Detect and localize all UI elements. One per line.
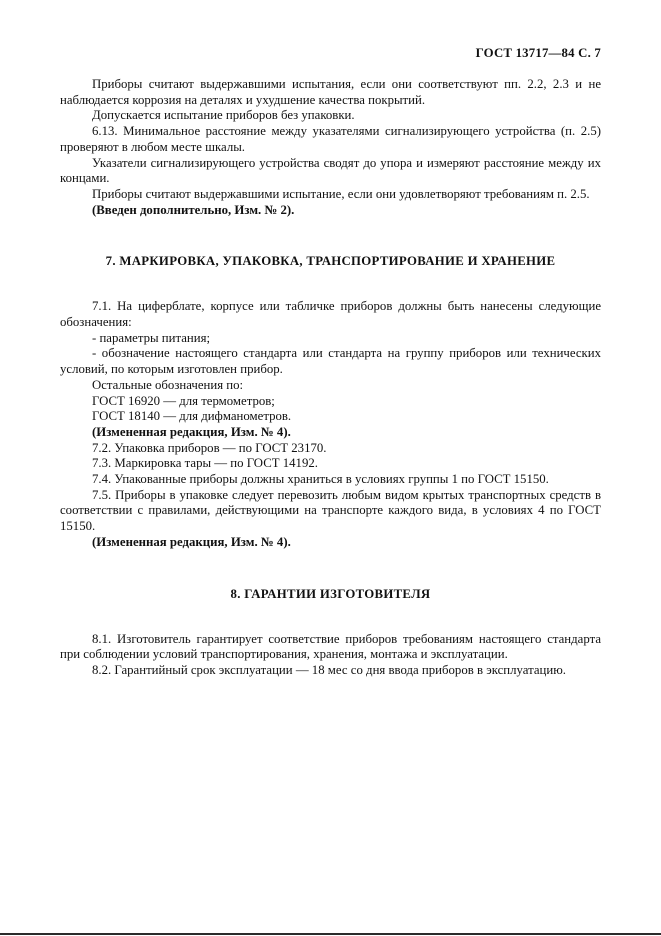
section-8-heading: 8. ГАРАНТИИ ИЗГОТОВИТЕЛЯ — [230, 586, 431, 601]
para-other-designations: Остальные обозначения по: — [92, 377, 244, 392]
amendment-note-izm-4-b: (Измененная редакция, Изм. № 4). — [92, 534, 291, 549]
para-7-3: 7.3. Маркировка тары — по ГОСТ 14192. — [92, 456, 318, 471]
para-7-1: 7.1. На циферблате, корпусе или табличке приборов должны быть нанесены следующие обозначения: — [60, 299, 601, 330]
para-8-2: 8.2. Гарантийный срок эксплуатации — 18 мес со дня ввода приборов в эксплуатацию. — [92, 662, 566, 677]
para-indicators-distance: Указатели сигнализирующего устройства сводят до упора и измеряют расстояние между их концами. — [60, 155, 601, 186]
para-gost-18140: ГОСТ 18140 — для дифманометров. — [92, 409, 292, 424]
para-test-pass-condition: Приборы считают выдержавшими испытания, если они соответствуют пп. 2.2, 2.3 и не наблюдается коррозия на деталях и ухудшение качества покрытий. — [60, 77, 601, 107]
para-8-1: 8.1. Изготовитель гарантирует соответствие приборов требованиям настоящего стандарта при соблюдении условий транспортирования, хранения, монтажа и эксплуатации. — [60, 631, 601, 662]
para-7-2: 7.2. Упаковка приборов — по ГОСТ 23170. — [92, 440, 327, 455]
para-no-packaging: Допускается испытание приборов без упаковки. — [92, 108, 355, 123]
scan-page-bottom-edge — [0, 933, 661, 935]
para-6-13: 6.13. Минимальное расстояние между указателями сигнализирующего устройства (п. 2.5) проверяют в любом месте шкалы. — [60, 124, 601, 154]
amendment-note-izm-4-a: (Измененная редакция, Изм. № 4). — [92, 424, 291, 439]
para-7-4: 7.4. Упакованные приборы должны храниться в условиях группы 1 по ГОСТ 15150. — [92, 472, 549, 487]
list-item-standard-designation: - обозначение настоящего стандарта или стандарта на группу приборов или технических условий, по которым изготовлен прибор. — [60, 346, 601, 377]
page-header: ГОСТ 13717—84 С. 7 — [475, 46, 601, 60]
amendment-note-izm-2: (Введен дополнительно, Изм. № 2). — [92, 202, 295, 217]
para-pass-requirement: Приборы считают выдержавшими испытание, если они удовлетворяют требованиям п. 2.5. — [92, 186, 590, 201]
section-7-heading: 7. МАРКИРОВКА, УПАКОВКА, ТРАНСПОРТИРОВАНИЕ И ХРАНЕНИЕ — [105, 254, 556, 269]
para-gost-16920: ГОСТ 16920 — для термометров; — [92, 393, 275, 408]
para-7-5: 7.5. Приборы в упаковке следует перевозить любым видом крытых транспортных средств в соответствии с правилами, действующими на транспорте каждого вида, в условиях 4 по ГОСТ 15150. — [60, 487, 601, 534]
list-item-power-params: - параметры питания; — [92, 330, 211, 345]
